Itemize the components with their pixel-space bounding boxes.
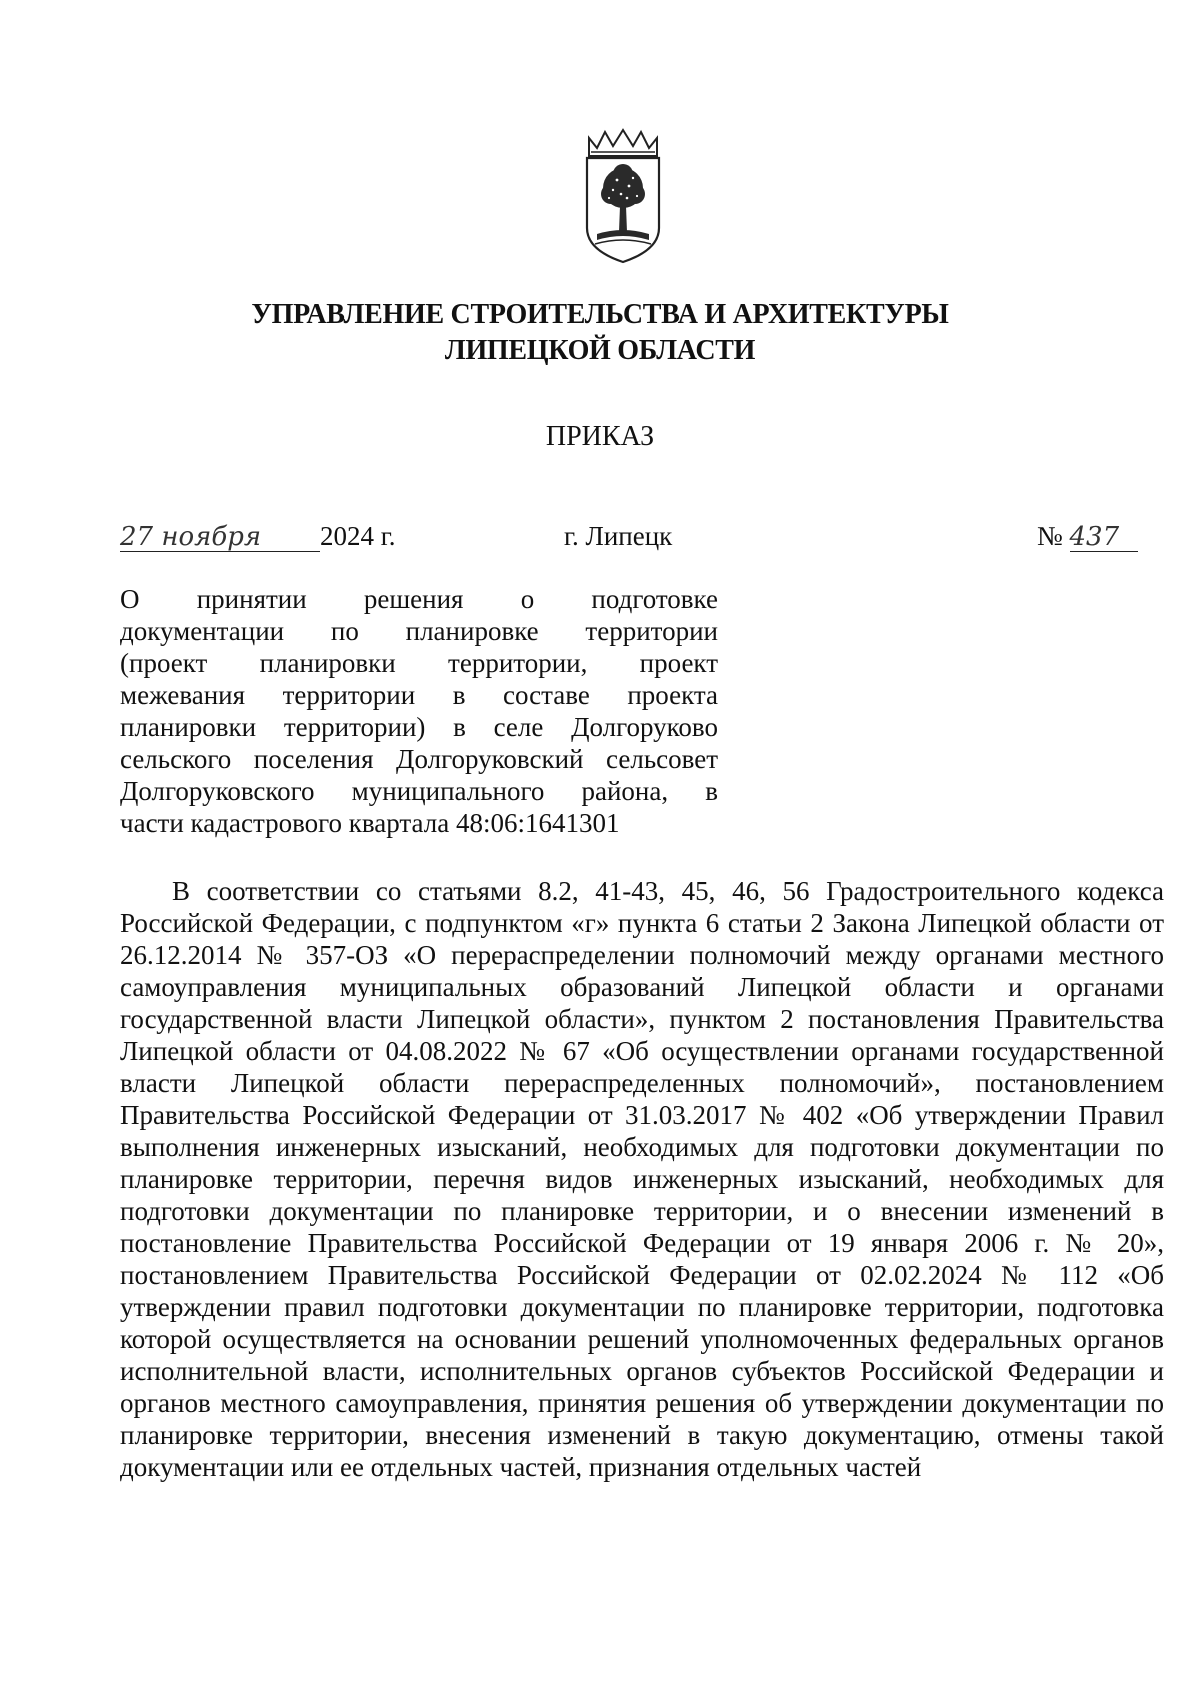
handwritten-number: 437: [1070, 523, 1138, 552]
document-number: [1037, 519, 1138, 553]
organization-name-line2: ЛИПЕЦКОЙ ОБЛАСТИ: [444, 335, 756, 366]
document-city: г. Липецк: [564, 521, 673, 551]
document-date: [120, 519, 396, 553]
handwritten-date: 27 ноября: [120, 523, 320, 552]
subject-line: О принятии решения о подготовке: [120, 584, 718, 614]
document-subject: [120, 583, 718, 839]
subject-line: (проект планировки территории, проект: [120, 648, 718, 678]
organization-name-line1: УПРАВЛЕНИЕ СТРОИТЕЛЬСТВА И АРХИТЕКТУРЫ: [251, 299, 949, 330]
subject-line: планировки территории) в селе Долгоруково: [120, 712, 718, 742]
subject-line: сельского поселения Долгоруковский сельсовет: [120, 744, 718, 774]
number-label: №: [1037, 521, 1063, 551]
subject-line: межевания территории в составе проекта: [120, 680, 718, 710]
body-paragraph: В соответствии со статьями 8.2, 41-43, 45, 46, 56 Градостроительного кодекса Российской Федерации, с подпунктом «г» пункта 6 статьи 2 Закона Липецкой области от 26.12.2014 № 357-ОЗ «О перераспределении полномочий между органами местного самоуправления муниципальных образований Липецкой области и органами государственной власти Липецкой области», пунктом 2 постановления Правительства Липецкой области от 04.08.2022 № 67 «Об осуществлении органами государственной власти Липецкой области перераспределенных полномочий», постановлением Правительства Российской Федерации от 31.03.2017 № 402 «Об утверждении Правил выполнения инженерных изысканий, необходимых для подготовки документации по планировке территории, перечня видов инженерных изысканий, необходимых для подготовки документации по планировке территории, и о внесении изменений в постановление Правительства Российской Федерации от 19 января 2006 г. № 20», постановлением Правительства Российской Федерации от 02.02.2024 № 112 «Об утверждении правил подготовки документации по планировке территории, подготовка которой осуществляется на основании решений уполномоченных федеральных органов исполнительной власти, исполнительных органов субъектов Российской Федерации и органов местного самоуправления, принятия решения об утверждении документации по планировке территории, внесения изменений в такую документацию, отмены такой документации или ее отдельных частей, признания отдельных частей: [120, 876, 1164, 1482]
date-year: 2024 г.: [320, 521, 396, 551]
subject-line: документации по планировке территории: [120, 616, 718, 646]
subject-line: Долгоруковского муниципального района, в: [120, 776, 718, 806]
subject-line: части кадастрового квартала 48:06:1641301: [120, 808, 620, 838]
coat-of-arms-icon: [583, 128, 663, 266]
document-type-title: ПРИКАЗ: [545, 421, 655, 452]
